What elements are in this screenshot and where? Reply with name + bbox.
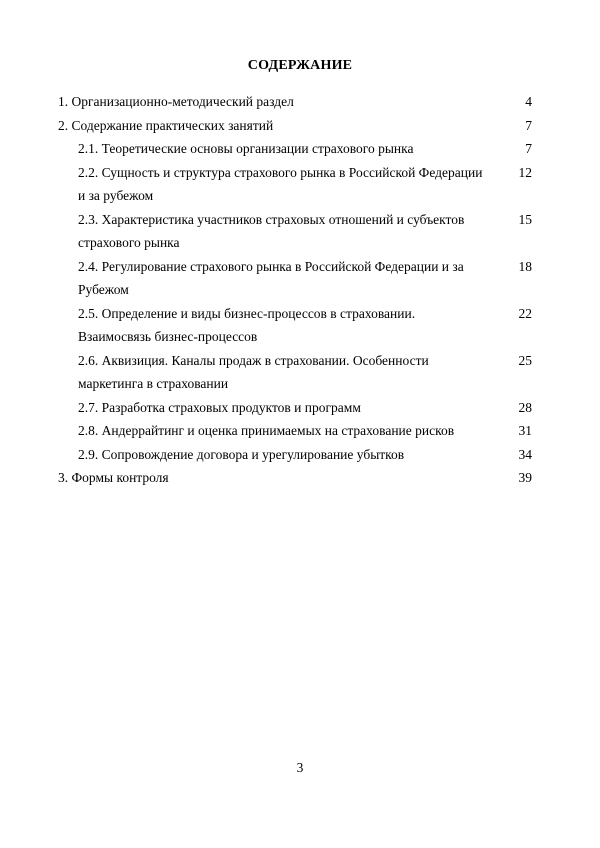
toc-entry-page: 7 (525, 117, 532, 133)
toc-entry (58, 419, 532, 443)
toc-entry (58, 255, 532, 302)
toc-entry-text: 2. Содержание практических занятий (58, 117, 274, 133)
toc-entry (58, 114, 532, 138)
toc-entry (58, 90, 532, 114)
toc-entry-text: 3. Формы контроля (58, 470, 169, 485)
toc-entry-text: 1. Организационно-методический раздел (58, 94, 294, 109)
toc-entry-page: 39 (518, 470, 532, 485)
toc-entry (58, 161, 532, 208)
toc-entry (58, 443, 532, 467)
page-title: СОДЕРЖАНИЕ (247, 58, 353, 73)
toc-entry-page: 15 (518, 211, 532, 227)
toc-entry-text: 2.8. Андеррайтинг и оценка принимаемых на страхование рисков (78, 423, 455, 438)
toc-entry-page: 12 (518, 164, 532, 180)
toc-entry-page: 34 (518, 446, 532, 462)
toc-entry-text: 2.1. Теоретические основы организации страхового рынка (78, 141, 414, 156)
toc-entry-text: 2.6. Аквизиция. Каналы продаж в страховании. Особенности маркетинга в страховании (78, 352, 429, 391)
toc-entry-page: 18 (518, 258, 532, 274)
toc-entry-text: 2.7. Разработка страховых продуктов и программ (78, 399, 361, 415)
toc-entry (58, 137, 532, 161)
toc-entry (58, 396, 532, 420)
toc-entry-text: 2.9. Сопровождение договора и урегулирование убытков (78, 446, 405, 462)
toc-entry (58, 302, 532, 349)
toc-entry-page: 28 (518, 399, 532, 415)
toc-entry-page: 4 (525, 94, 532, 109)
toc-entry-page: 25 (518, 352, 532, 368)
toc-entry-text: 2.5. Определение и виды бизнес-процессов в страховании. Взаимосвязь бизнес-процессов (78, 305, 416, 344)
toc-entry-page: 7 (525, 141, 532, 156)
toc-entry-page: 31 (518, 423, 532, 438)
toc-entry (58, 208, 532, 255)
toc-entry (58, 466, 532, 490)
toc-entry-text: 2.4. Регулирование страхового рынка в Российской Федерации и за Рубежом (78, 258, 464, 297)
toc-entry-page: 22 (518, 305, 532, 321)
table-of-contents (58, 90, 532, 490)
page-number: 3 (296, 760, 304, 775)
toc-entry-text: 2.2. Сущность и структура страхового рынка в Российской Федерации и за рубежом (78, 164, 483, 203)
toc-entry (58, 349, 532, 396)
toc-entry-text: 2.3. Характеристика участников страховых отношений и субъектов страхового рынка (78, 211, 465, 250)
